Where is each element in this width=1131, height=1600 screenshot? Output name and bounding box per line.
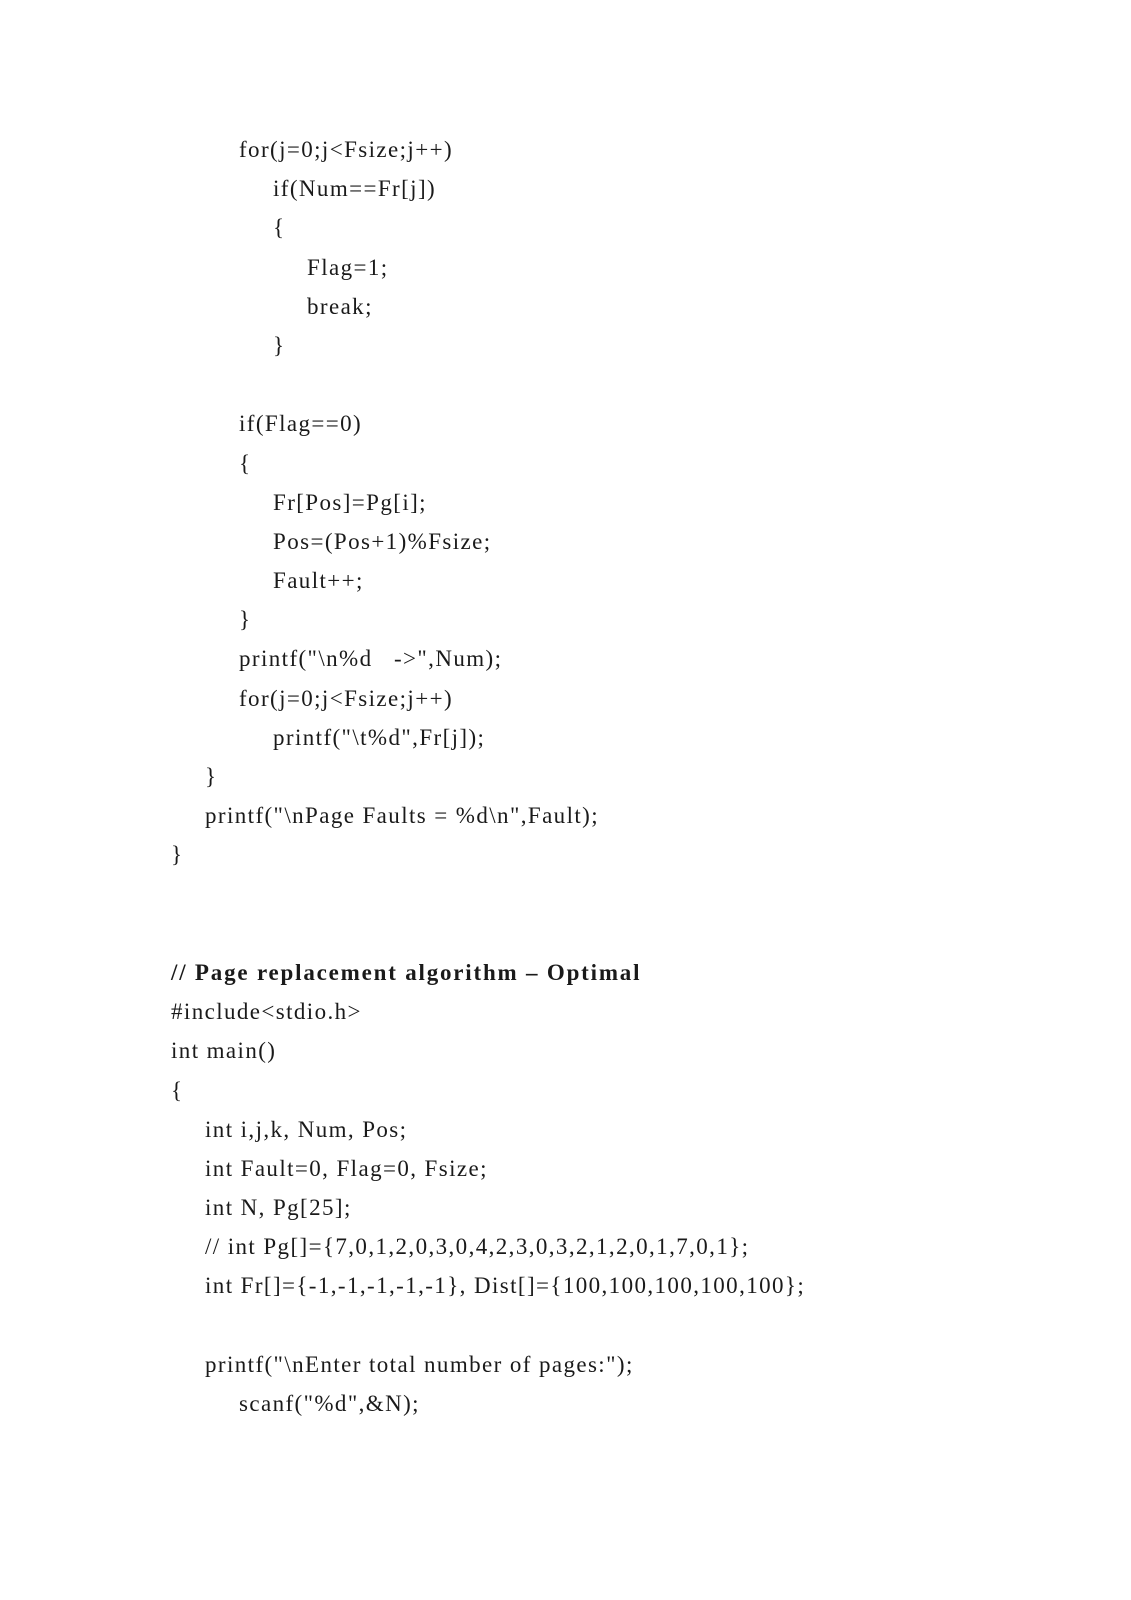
code-line: #include<stdio.h>	[171, 999, 362, 1025]
code-line: int N, Pg[25];	[205, 1195, 352, 1221]
blank-line	[171, 914, 805, 953]
code-line: {	[273, 215, 286, 241]
blank-line	[171, 1306, 805, 1345]
code-line: Pos=(Pos+1)%Fsize;	[273, 528, 492, 554]
code-line: for(j=0;j<Fsize;j++)	[239, 685, 454, 711]
code-line: for(j=0;j<Fsize;j++)	[239, 137, 454, 162]
code-line: {	[239, 450, 252, 476]
code-line: }	[239, 607, 252, 633]
code-line: int Fr[]={-1,-1,-1,-1,-1}, Dist[]={100,100,100,100,100};	[205, 1273, 806, 1299]
code-line: Fr[Pos]=Pg[i];	[273, 489, 427, 515]
code-line: printf("\n%d ->",Num);	[239, 646, 503, 672]
code-line: printf("\nEnter total number of pages:");	[205, 1351, 634, 1377]
code-line: }	[273, 332, 286, 358]
code-line: }	[171, 842, 184, 868]
code-line: scanf("%d",&N);	[239, 1391, 420, 1416]
code-line: if(Num==Fr[j])	[273, 176, 437, 202]
code-line: Fault++;	[273, 568, 364, 594]
code-line: // int Pg[]={7,0,1,2,0,3,0,4,2,3,0,3,2,1,2,0,1,7,0,1};	[205, 1234, 750, 1260]
code-line: int main()	[171, 1038, 277, 1064]
code-listing	[171, 130, 805, 1423]
code-line: int i,j,k, Num, Pos;	[205, 1116, 408, 1142]
code-line: printf("\t%d",Fr[j]);	[273, 724, 486, 750]
code-line: printf("\nPage Faults = %d\n",Fault);	[205, 803, 600, 829]
code-line: {	[171, 1077, 184, 1103]
code-line: if(Flag==0)	[239, 411, 363, 437]
code-line: Flag=1;	[307, 254, 389, 280]
code-line: int Fault=0, Flag=0, Fsize;	[205, 1155, 488, 1181]
section-heading: // Page replacement algorithm – Optimal	[171, 959, 642, 985]
code-line: break;	[307, 293, 373, 319]
blank-line	[171, 365, 805, 404]
blank-line	[171, 875, 805, 914]
code-line: }	[205, 764, 218, 789]
